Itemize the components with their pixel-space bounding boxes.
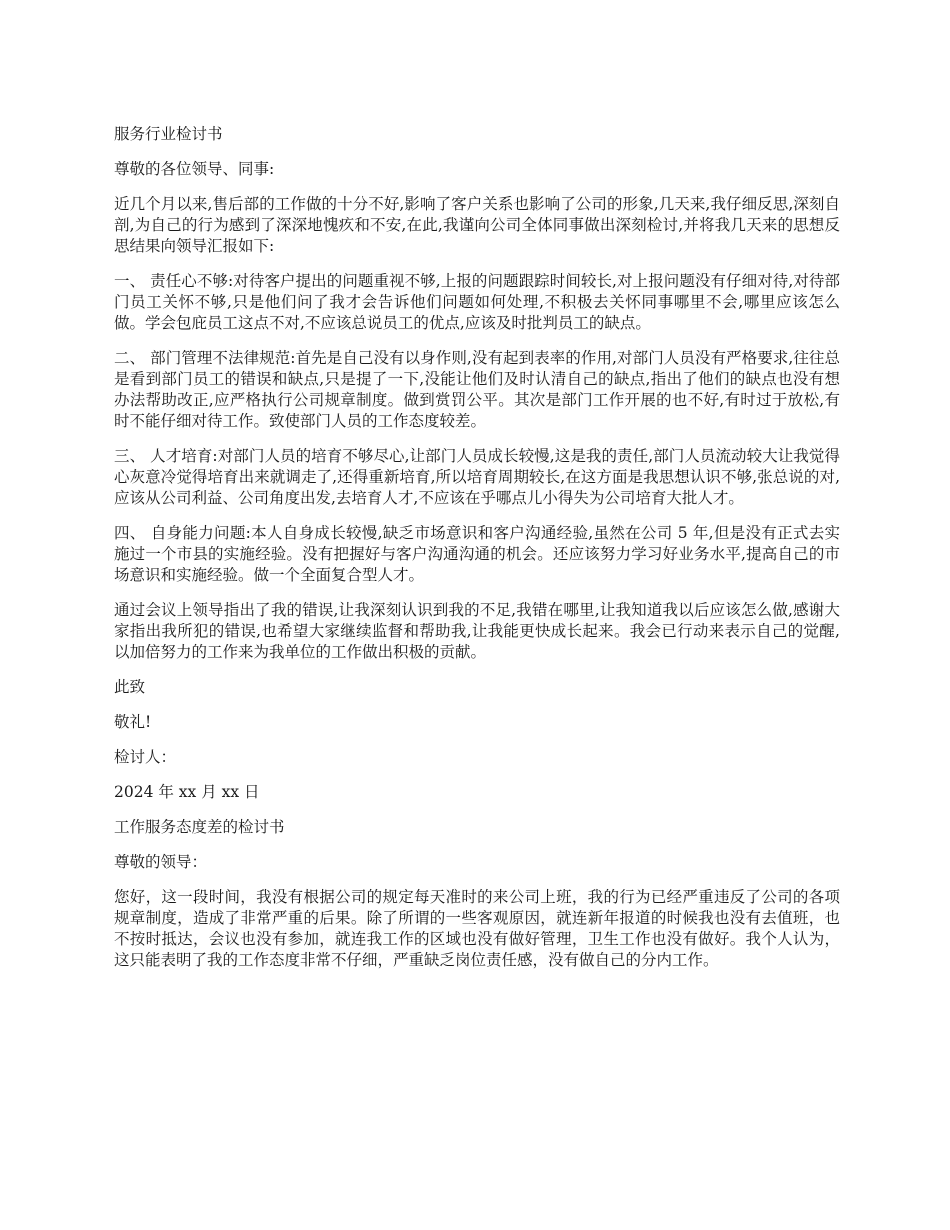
conclusion-paragraph: 通过会议上领导指出了我的错误,让我深刻认识到我的不足,我错在哪里,让我知道我以后应该怎么做,感谢大家指出我所犯的错误,也希望大家继续监督和帮助我,让我能更快成长起来。我会已行动来表示自己的觉醒,以加倍努力的工作来为我单位的工作做出积极的贡献。: [114, 601, 840, 661]
document-title: 服务行业检讨书: [114, 125, 223, 143]
intro-paragraph: 近几个月以来,售后部的工作做的十分不好,影响了客户关系也影响了公司的形象,几天来,我仔细反思,深刻自剖,为自己的行为感到了深深地愧疚和不安,在此,我谨向公司全体同事做出深刻检讨,并将我几天来的思想反思结果向领导汇报如下:: [114, 195, 840, 255]
second-body-paragraph: 您好，这一段时间，我没有根据公司的规定每天准时的来公司上班，我的行为已经严重违反了公司的各项规章制度，造成了非常严重的后果。除了所谓的一些客观原因，就连新年报道的时候我也没有去值班，也不按时抵达，会议也没有参加，就连我工作的区域也没有做好管理，卫生工作也没有做好。我个人认为，这只能表明了我的工作态度非常不仔细，严重缺乏岗位责任感，没有做自己的分内工作。: [114, 888, 840, 969]
point-three-paragraph: 三、 人才培育:对部门人员的培育不够尽心,让部门人员成长较慢,这是我的责任,部门人员流动较大让我觉得心灰意冷觉得培育出来就调走了,还得重新培育,所以培育周期较长,在这方面是我思想认识不够,张总说的对,应该从公司利益、公司角度出发,去培育人才,不应该在乎哪点儿小得失为公司培育大批人才。: [114, 447, 840, 507]
closing-jingli: 敬礼!: [114, 713, 152, 731]
second-salutation: 尊敬的领导：: [114, 853, 208, 871]
point-four-paragraph: 四、 自身能力问题:本人自身成长较慢,缺乏市场意识和客户沟通经验,虽然在公司 5 年,但是没有正式去实施过一个市县的实施经验。没有把握好与客户沟通沟通的机会。还应该努力学习好业务水平,提高自己的市场意识和实施经验。做一个全面复合型人才。: [114, 524, 840, 584]
salutation: 尊敬的各位领导、同事:: [114, 160, 275, 178]
closing-cizhi: 此致: [114, 678, 146, 696]
date-line: 2024 年 xx 月 xx 日: [114, 783, 260, 801]
document-body: [114, 124, 840, 985]
second-document-title: 工作服务态度差的检讨书: [114, 818, 285, 836]
point-two-paragraph: 二、 部门管理不法律规范:首先是自己没有以身作则,没有起到表率的作用,对部门人员没有严格要求,往往总是看到部门员工的错误和缺点,只是提了一下,没能让他们及时认清自己的缺点,指出了他们的缺点也没有想办法帮助改正,应严格执行公司规章制度。做到赏罚公平。其次是部门工作开展的也不好,有时过于放松,有时不能仔细对待工作。致使部门人员的工作态度较差。: [114, 349, 840, 430]
signature-label: 检讨人：: [114, 748, 177, 766]
point-one-paragraph: 一、 责任心不够:对待客户提出的问题重视不够,上报的问题跟踪时间较长,对上报问题没有仔细对待,对待部门员工关怀不够,只是他们问了我才会告诉他们问题如何处理,不积极去关怀同事哪里不会,哪里应该怎么做。学会包庇员工这点不对,不应该总说员工的优点,应该及时批判员工的缺点。: [114, 272, 840, 332]
